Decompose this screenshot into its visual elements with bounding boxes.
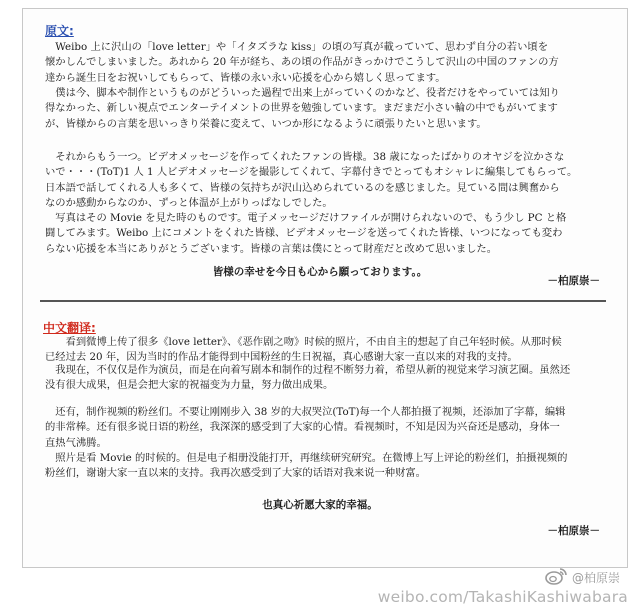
weibo-logo-icon	[544, 566, 568, 586]
text-line: Weibo 上に沢山の「love letter」や「イタズラな kiss」の頃の写真が載っていて、思わず自分の若い頃を	[45, 41, 548, 53]
text-line: 没有很大成果，但是会把大家的祝福变为力量，努力做出成果。	[45, 379, 334, 392]
text-line: 僕は今、脚本や制作というものがどういった過程で出来上がっていくのかなど、役者だけをやっていては知り	[45, 87, 560, 99]
text-line: が、皆様からの言葉を思いっきり栄養に変えて、いつか形になるように頑張りたいと思います。	[45, 117, 487, 130]
text-line: 的非常棒。还有很多说日语的粉丝，我深深的感受到了大家的心情。看视频时，不知是因为兴奋还是感动，身体一	[45, 421, 560, 434]
jp-paragraph-1	[45, 40, 559, 86]
text-line: 得なかった、新しい視点でエンターテイメントの世界を勉強しています。まだまだ小さい輪の中でもがいてます	[45, 102, 558, 115]
text-line: 照片是看 Movie 的时候的。但是电子相册没能打开，再继续研究研究。在微博上写上评论的粉丝们，拍摄视频的	[45, 451, 568, 464]
cn-closing-line: 也真心祈愿大家的幸福。	[262, 499, 378, 511]
text-line: 看到微博上传了很多《love letter》、《恶作剧之吻》时候的照片，不由自主的想起了自己年轻时候。从那时候	[45, 336, 562, 348]
text-line: 達から誕生日をお祝いしてもらって、皆様の永い永い応援を心から嬉しく思ってます。	[45, 71, 446, 84]
text-line: らない応援を本当にありがとうございます。皆様の言葉は僕にとって財産だと改めて思いました。	[45, 242, 498, 255]
cn-signature: －柏原崇－	[547, 525, 600, 537]
text-line: いで・・・(ToT)1 人 1 人ビデオメッセージを撮影してくれて、字幕付きでとってもオシャレに編集してもらって。	[45, 166, 578, 179]
cn-paragraph-2	[45, 363, 570, 394]
text-line: 日本語で話してくれる人も多くて、皆様の気持ちが沢山込められているのを感じました。見ている間は興奮から	[45, 181, 560, 194]
jp-paragraph-2	[45, 86, 560, 132]
text-line: 直热气沸腾。	[45, 436, 107, 449]
text-line: 写真はその Movie を見た時のものです。電子メッセージだけファイルが開けられないので、もう少し PC と格	[45, 212, 567, 225]
text-line: なのか感動からなのか、ずっと体温が上がりっぱなしでした。	[45, 196, 333, 209]
jp-signature: －柏原崇－	[547, 275, 600, 287]
text-line: 闘してみます。Weibo 上にコメントをくれた皆様、ビデオメッセージを送ってくれた皆様、いつになっても変わ	[45, 227, 563, 240]
chinese-translation-heading: 中文翻译:	[43, 321, 96, 335]
text-line: 懐かしんでしまいました。あれから 20 年が経ち、あの頃の作品がきっかけでこうして沢山の中国のファンの方	[45, 56, 559, 69]
watermark-url: weibo.com/TakashiKashiwabara	[377, 588, 628, 606]
text-line: 粉丝们，谢谢大家一直以来的支持。我再次感受到了大家的话语对我来说一种财富。	[45, 467, 426, 480]
cn-paragraph-3	[45, 405, 567, 481]
text-line: 还有，制作视频的粉丝们。不要让刚刚步入 38 岁的大叔哭泣(ToT)每一个人都拍摄了视频，还添加了字幕，编辑	[45, 406, 566, 418]
text-line: 我现在，不仅仅是作为演员，而是在向着写剧本和制作的过程不断努力着，希望从新的视觉来学习演艺圈。虽然还	[45, 364, 571, 376]
section-divider	[40, 300, 606, 302]
original-text-heading: 原文:	[45, 24, 74, 38]
watermark-handle: @柏原崇	[572, 571, 621, 585]
cn-paragraph-1	[45, 335, 562, 366]
jp-paragraph-3	[45, 150, 577, 257]
jp-closing-line: 皆様の幸せを今日も心から願っております。。	[212, 266, 428, 278]
text-line: 已经过去 20 年，因为当时的作品才能得到中国粉丝的生日祝福，真心感谢大家一直以来的对我的支持。	[45, 351, 518, 364]
text-line: それからもう一つ。ビデオメッセージを作ってくれたファンの皆様。38 歳になったばかりのオヤジを泣かさな	[45, 151, 565, 163]
